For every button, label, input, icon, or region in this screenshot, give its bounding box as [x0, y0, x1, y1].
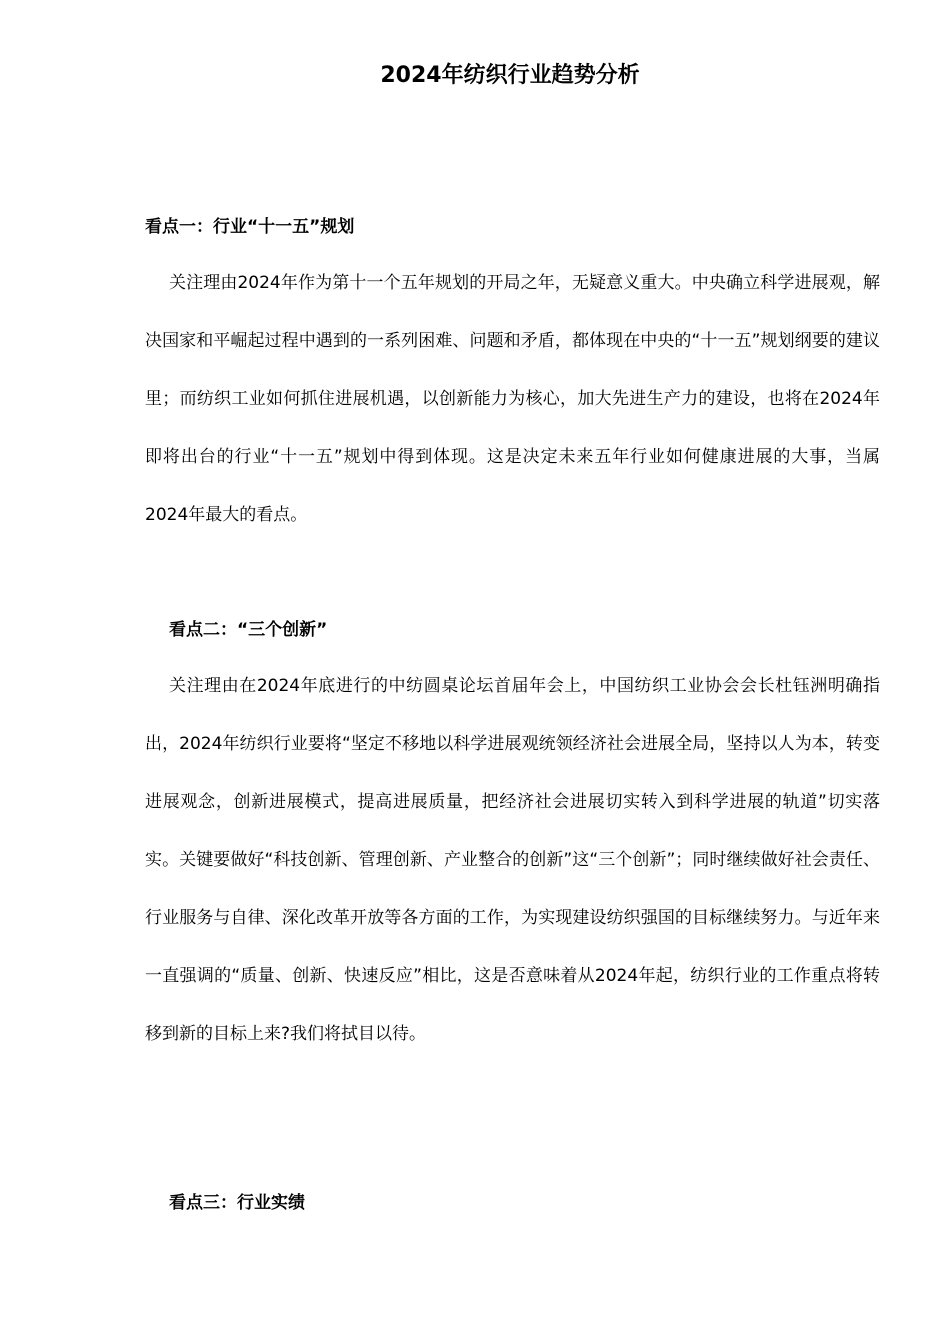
section-paragraph-1: 关注理由2024年作为第十一个五年规划的开局之年，无疑意义重大。中央确立科学进展观，解决国家和平崛起过程中遇到的一系列困难、问题和矛盾，都体现在中央的“十一五”规划纲要的建议里；而纺织工业如何抓住进展机遇，以创新能力为核心，加大先进生产力的建设，也将在2024年即将出台的行业“十一五”规划中得到体现。这是决定未来五年行业如何健康进展的大事，当属2024年最大的看点。 [145, 273, 880, 525]
section-heading-2: 看点二：“三个创新” [169, 620, 328, 640]
section-heading-3: 看点三：行业实绩 [169, 1193, 305, 1213]
section-paragraph-2: 关注理由在2024年底进行的中纺圆桌论坛首届年会上，中国纺织工业协会会长杜钰洲明确指出，2024年纺织行业要将“坚定不移地以科学进展观统领经济社会进展全局，坚持以人为本，转变进展观念，创新进展模式，提高进展质量，把经济社会进展切实转入到科学进展的轨道”切实落实。关键要做好“科技创新、管理创新、产业整合的创新”这“三个创新”；同时继续做好社会责任、行业服务与自律、深化改革开放等各方面的工作，为实现建设纺织强国的目标继续努力。与近年来一直强调的“质量、创新、快速反应”相比，这是否意味着从2024年起，纺织行业的工作重点将转移到新的目标上来?我们将拭目以待。 [145, 676, 880, 1044]
document-title: 2024年纺织行业趋势分析 [380, 63, 640, 88]
section-heading-1: 看点一：行业“十一五”规划 [145, 217, 355, 237]
